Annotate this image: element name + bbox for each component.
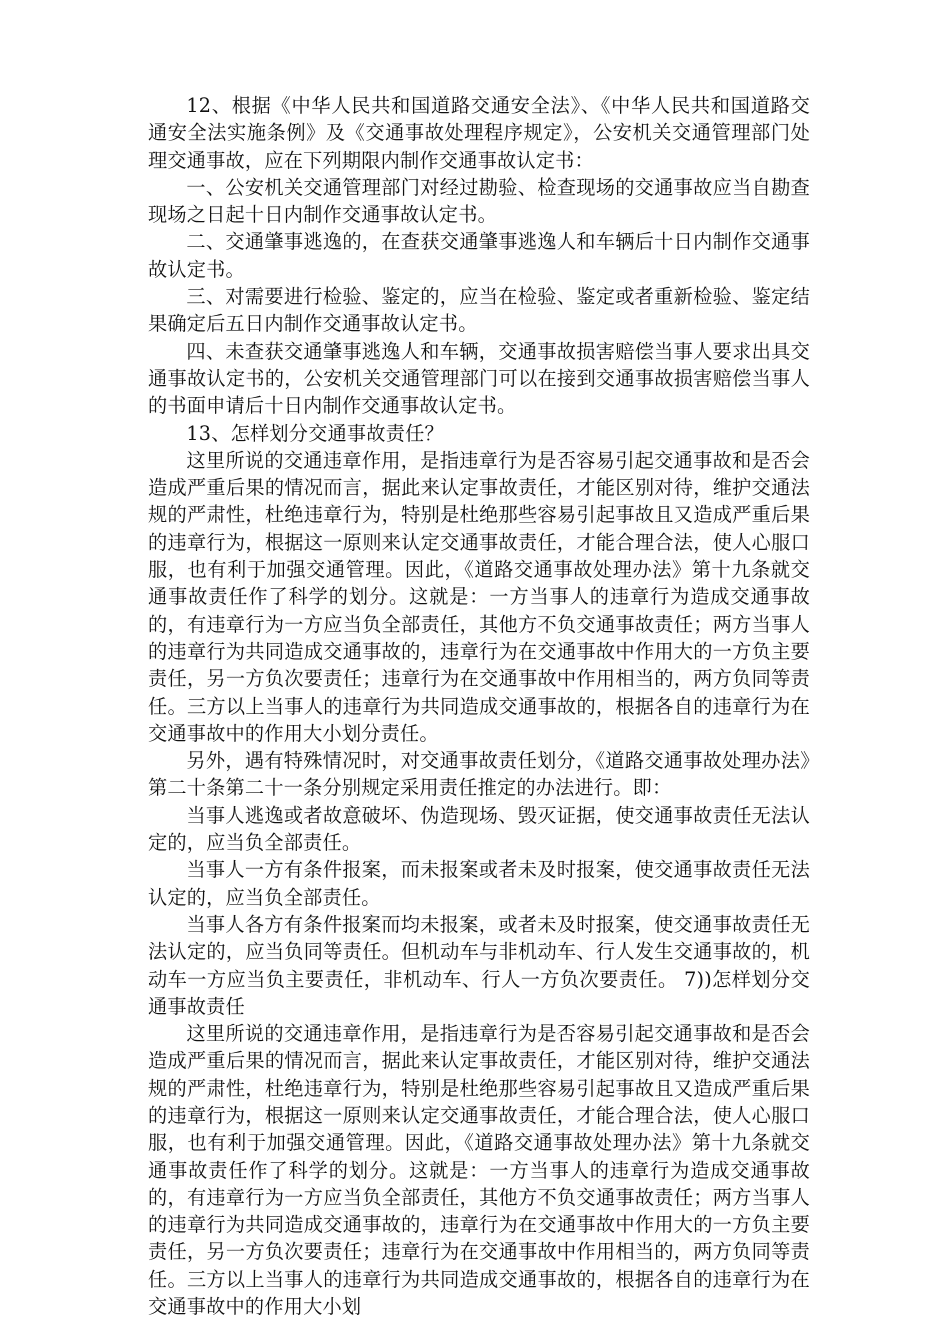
paragraph-responsibility-explanation: 这里所说的交通违章作用，是指违章行为是否容易引起交通事故和是否会造成严重后果的情况而言，据此来认定事故责任，才能区别对待，维护交通法规的严肃性，杜绝违章行为，特别是杜绝那些容易引起事故且又造成严重后果的违章行为，根据这一原则来认定交通事故责任，才能合理合法，使人心服口服，也有利于加强交通管理。因此，《道路交通事故处理办法》第十九条就交通事故责任作了科学的划分。这就是：一方当事人的违章行为造成交通事故的，有违章行为一方应当负全部责任，其他方不负交通事故责任；两方当事人的违章行为共同造成交通事故的，违章行为在交通事故中作用大的一方负主要责任，另一方负次要责任；违章行为在交通事故中作用相当的，两方负同等责任。三方以上当事人的违章行为共同造成交通事故的，根据各自的违章行为在交通事故中的作用大小划分责任。 <box>148 448 810 745</box>
paragraph-case-one-party: 当事人一方有条件报案，而未报案或者未及时报案，使交通事故责任无法认定的，应当负全部责任。 <box>148 858 810 909</box>
paragraph-responsibility-explanation-repeat: 这里所说的交通违章作用，是指违章行为是否容易引起交通事故和是否会造成严重后果的情况而言，据此来认定事故责任，才能区别对待，维护交通法规的严肃性，杜绝违章行为，特别是杜绝那些容易引起事故且又造成严重后果的违章行为，根据这一原则来认定交通事故责任，才能合理合法，使人心服口服，也有利于加强交通管理。因此，《道路交通事故处理办法》第十九条就交通事故责任作了科学的划分。这就是：一方当事人的违章行为造成交通事故的，有违章行为一方应当负全部责任，其他方不负交通事故责任；两方当事人的违章行为共同造成交通事故的，违章行为在交通事故中作用大的一方负主要责任，另一方负次要责任；违章行为在交通事故中作用相当的，两方负同等责任。三方以上当事人的违章行为共同造成交通事故的，根据各自的违章行为在交通事故中的作用大小划 <box>148 1022 810 1319</box>
paragraph-item-one: 一、公安机关交通管理部门对经过勘验、检查现场的交通事故应当自勘查现场之日起十日内制作交通事故认定书。 <box>148 175 810 227</box>
paragraph-deadline-intro: 12、根据《中华人民共和国道路交通安全法》、《中华人民共和国道路交通安全法实施条例》及《交通事故处理程序规定》，公安机关交通管理部门处理交通事故，应在下列期限内制作交通事故认定书： <box>148 94 810 172</box>
paragraph-item-two: 二、交通肇事逃逸的，在查获交通肇事逃逸人和车辆后十日内制作交通事故认定书。 <box>148 230 810 281</box>
paragraph-item-three: 三、对需要进行检验、鉴定的，应当在检验、鉴定或者重新检验、鉴定结果确定后五日内制作交通事故认定书。 <box>148 285 810 336</box>
paragraph-special-cases: 另外，遇有特殊情况时，对交通事故责任划分，《道路交通事故处理办法》第二十条第二十一条分别规定采用责任推定的办法进行。即： <box>148 749 810 800</box>
paragraph-question-13: 13、怎样划分交通事故责任？ <box>186 421 444 445</box>
paragraph-case-all-parties: 当事人各方有条件报案而均未报案，或者未及时报案，使交通事故责任无法认定的，应当负同等责任。但机动车与非机动车、行人发生交通事故的，机动车一方应当负主要责任，非机动车、行人一方负次要责任。 7))怎样划分交通事故责任 <box>148 912 810 1018</box>
paragraph-item-four: 四、未查获交通肇事逃逸人和车辆，交通事故损害赔偿当事人要求出具交通事故认定书的，公安机关交通管理部门可以在接到交通事故损害赔偿当事人的书面申请后十日内制作交通事故认定书。 <box>148 339 810 418</box>
paragraph-case-escape: 当事人逃逸或者故意破坏、伪造现场、毁灭证据，使交通事故责任无法认定的，应当负全部责任。 <box>148 803 810 855</box>
document-body <box>148 92 810 1320</box>
